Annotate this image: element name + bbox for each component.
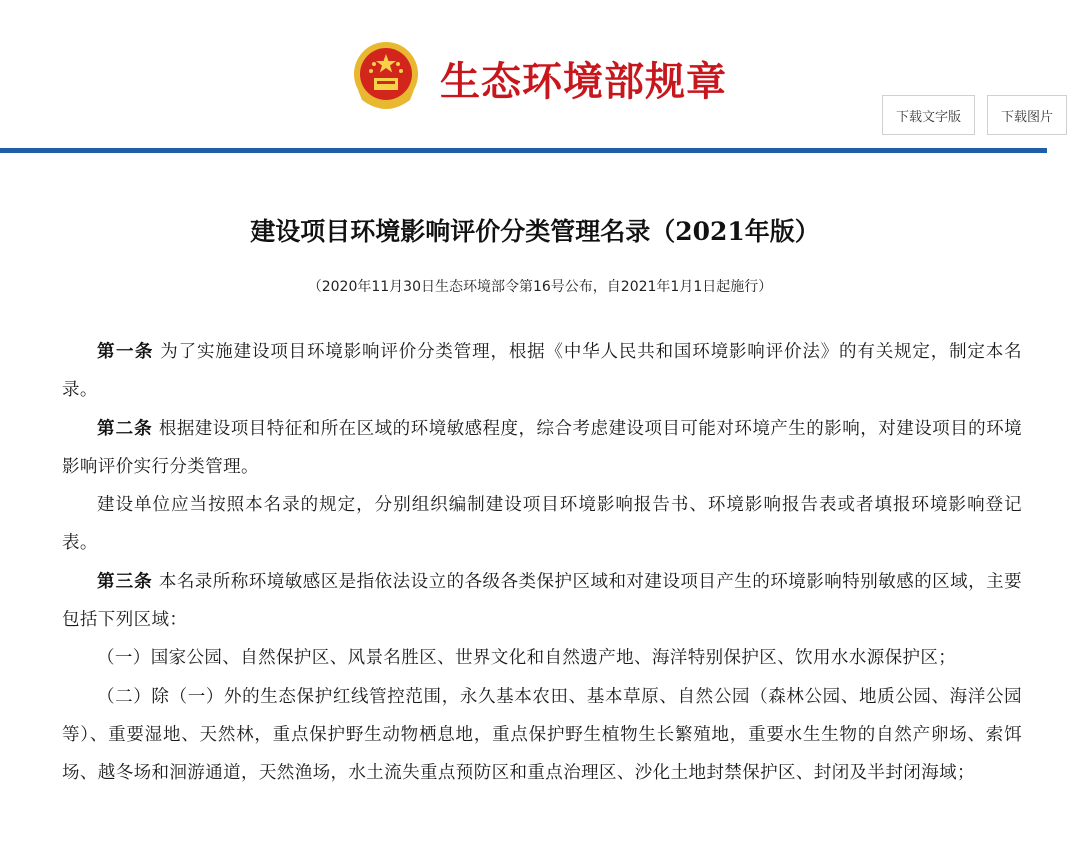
document-subtitle: （2020年11月30日生态环境部令第16号公布，自2021年1月1日起施行） bbox=[307, 279, 773, 295]
article-label: 第一条 bbox=[97, 342, 154, 362]
download-image-button[interactable]: 下载图片 bbox=[987, 95, 1067, 135]
header-divider bbox=[0, 148, 1047, 153]
document-body bbox=[62, 333, 1022, 793]
paragraph bbox=[62, 486, 1022, 563]
paragraph bbox=[62, 678, 1022, 793]
article-label: 第二条 bbox=[97, 418, 153, 439]
paragraph-text: 为了实施建设项目环境影响评价分类管理，根据《中华人民共和国环境影响评价法》的有关规定，制定本名录。 bbox=[62, 342, 1023, 401]
paragraph-text: 建设单位应当按照本名录的规定，分别组织编制建设项目环境影响报告书、环境影响报告表或者填报环境影响登记表。 bbox=[62, 495, 1022, 554]
paragraph bbox=[62, 410, 1022, 487]
paragraph-text: （二）除（一）外的生态保护红线管控范围，永久基本农田、基本草原、自然公园（森林公园、地质公园、海洋公园等）、重要湿地、天然林，重点保护野生动物栖息地，重点保护野生植物生长繁殖地，重要水生生物的自然产卵场、索饵场、越冬场和洄游通道，天然渔场，水土流失重点预防区和重点治理区、沙化土地封禁保护区、封闭及半封闭海域； bbox=[62, 686, 1022, 784]
paragraph-text: 本名录所称环境敏感区是指依法设立的各级各类保护区域和对建设项目产生的环境影响特别敏感的区域，主要包括下列区域： bbox=[62, 571, 1023, 631]
paragraph bbox=[62, 333, 1022, 410]
paragraph bbox=[62, 563, 1022, 640]
download-text-button[interactable]: 下载文字版 bbox=[882, 95, 975, 135]
article-label: 第三条 bbox=[97, 571, 153, 592]
site-title: 生态环境部规章 bbox=[440, 58, 727, 105]
page-header bbox=[0, 0, 1053, 148]
paragraph-text: 根据建设项目特征和所在区域的环境敏感程度，综合考虑建设项目可能对环境产生的影响，对建设项目的环境影响评价实行分类管理。 bbox=[62, 418, 1023, 477]
document-title: 建设项目环境影响评价分类管理名录（2021年版） bbox=[250, 217, 820, 246]
paragraph bbox=[62, 639, 1022, 677]
paragraph-text: （一）国家公园、自然保护区、风景名胜区、世界文化和自然遗产地、海洋特别保护区、饮用水水源保护区； bbox=[97, 648, 957, 669]
national-emblem-icon bbox=[350, 40, 422, 112]
